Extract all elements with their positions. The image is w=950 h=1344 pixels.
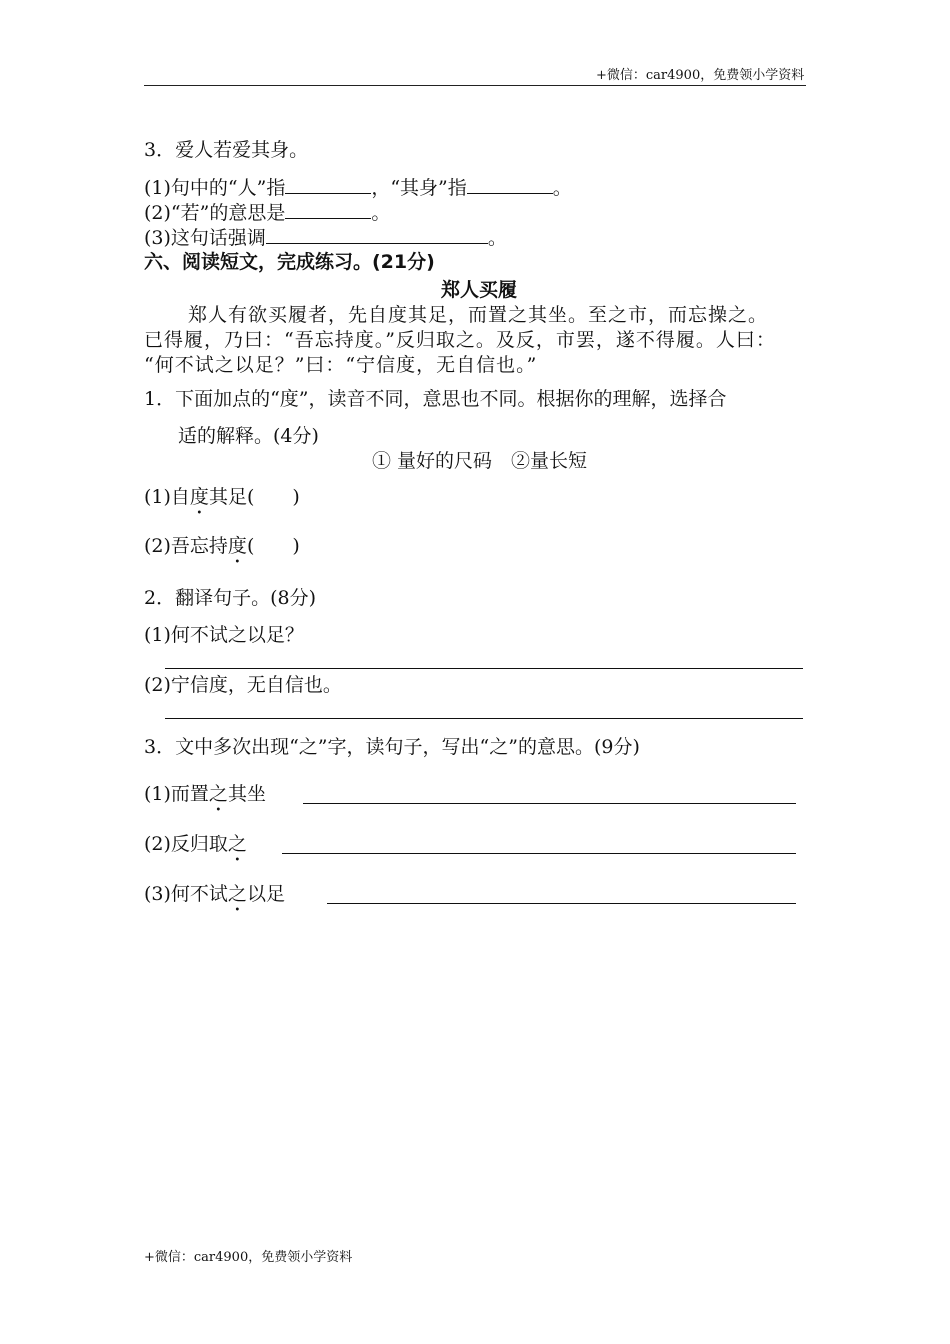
q1-title: 1．下面加点的“度”，读音不同，意思也不同。根据你的理解，选择合: [144, 388, 727, 410]
q3b-item-3: [144, 882, 285, 916]
q1-title-cont: 适的解释。(4分): [178, 425, 319, 447]
q1-item-1-dotted-char: 度: [189, 486, 209, 508]
q3b-item-3-dotted-char: 之: [227, 883, 247, 905]
q3b-item-3-post: 以足: [246, 883, 285, 905]
passage-title: 郑人买履: [441, 279, 518, 301]
q2-item-2: (2)宁信度，无自信也。: [144, 674, 342, 696]
q3a-sub1-text-a: (1)句中的“人”指: [144, 177, 286, 199]
q3b-item-1: [144, 782, 266, 816]
q2-title: 2．翻译句子。(8分): [144, 587, 317, 609]
q2-answer-line-2[interactable]: [165, 718, 803, 719]
q2-item-1: (1)何不试之以足？: [144, 624, 304, 646]
q3a-sub3-text-a: (3)这句话强调: [144, 227, 266, 249]
q1-item-1-post: 其足( ): [208, 486, 300, 508]
q3a-sub2-text-a: (2)“若”的意思是: [144, 202, 286, 224]
q2-answer-line-1[interactable]: [165, 668, 803, 669]
q3b-item-3-pre: (3)何不试: [144, 883, 228, 905]
q3b-item-1-post: 其坐: [227, 783, 266, 805]
passage-line-1: 郑人有欲买履者，先自度其足，而置之其坐。至之市，而忘操之。: [188, 304, 769, 326]
q3a-blank-3[interactable]: [285, 200, 371, 219]
q1-item-2: [144, 534, 300, 568]
q3b-answer-line-2[interactable]: [282, 853, 796, 854]
q3b-item-2-dotted-char: 之: [227, 833, 247, 855]
q3a-blank-4[interactable]: [266, 225, 488, 244]
q3b-item-2: [144, 832, 247, 866]
q1-item-2-dotted-char: 度: [227, 535, 247, 557]
passage-line-3: “何不试之以足？”曰：“宁信度，无自信也。”: [144, 354, 538, 376]
q3a-title: 3．爱人若爱其身。: [144, 139, 309, 161]
passage-line-2: 已得履，乃曰：“吾忘持度。”反归取之。及反，市罢，遂不得履。人曰：: [144, 329, 776, 351]
header-note: +微信：car4900，免费领小学资料: [596, 68, 805, 83]
q3b-item-1-dotted-char: 之: [208, 783, 228, 805]
q1-item-1: [144, 485, 300, 519]
q3a-sub3-text-b: 。: [487, 227, 507, 249]
q3a-sub1-text-b: ，“其身”指: [371, 177, 467, 199]
q1-item-2-post: ( ): [246, 535, 300, 557]
q3a-blank-2[interactable]: [467, 175, 553, 194]
q3a-sub1-text-c: 。: [552, 177, 572, 199]
section6-heading: 六、阅读短文，完成练习。(21分): [144, 251, 435, 273]
q3b-title: 3．文中多次出现“之”字，读句子，写出“之”的意思。(9分): [144, 736, 640, 758]
header-rule: [144, 85, 806, 86]
q1-options: ① 量好的尺码 ②量长短: [372, 450, 588, 472]
footer-note: +微信：car4900，免费领小学资料: [144, 1250, 353, 1265]
q3a-sub3: [144, 225, 507, 250]
q3b-answer-line-1[interactable]: [303, 803, 796, 804]
q3b-item-1-pre: (1)而置: [144, 783, 209, 805]
q3a-sub1: [144, 175, 572, 200]
q1-item-1-pre: (1)自: [144, 486, 190, 508]
q3a-sub2-text-b: 。: [371, 202, 391, 224]
q3b-item-2-pre: (2)反归取: [144, 833, 228, 855]
q3a-blank-1[interactable]: [285, 175, 371, 194]
q3b-answer-line-3[interactable]: [327, 903, 796, 904]
q3a-sub2: [144, 200, 390, 225]
q1-item-2-pre: (2)吾忘持: [144, 535, 228, 557]
